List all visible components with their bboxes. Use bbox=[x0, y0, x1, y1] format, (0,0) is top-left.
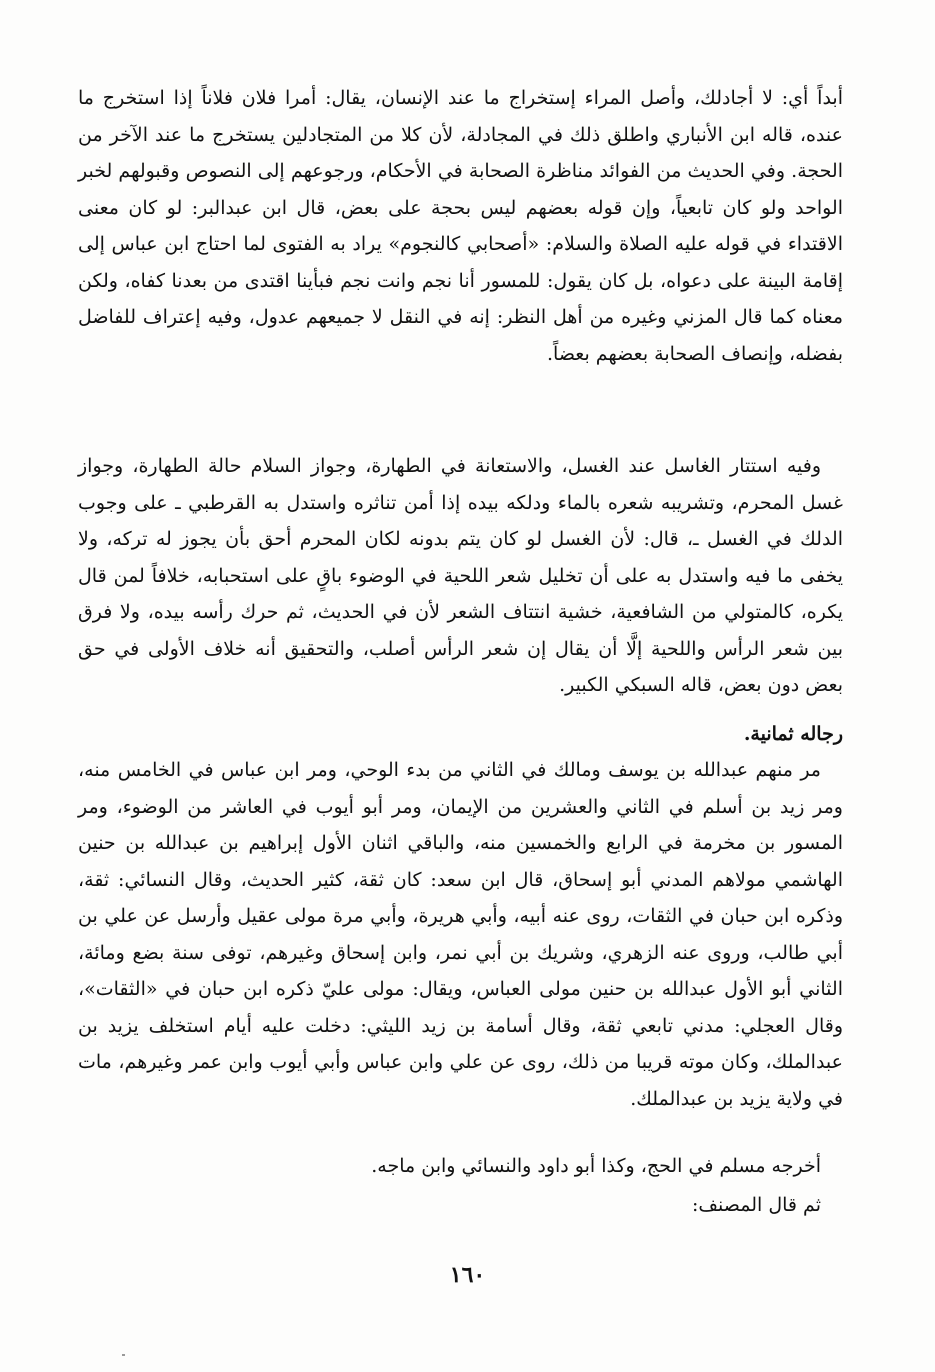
scan-speck bbox=[122, 1354, 125, 1356]
page-number: ١٦٠ bbox=[449, 1262, 486, 1288]
paragraph-benefits-ghusl: وفيه استتار الغاسل عند الغسل، والاستعانة في الطهارة، وجواز السلام حالة الطهارة، وجواز غسل المحرم، وتشريبه شعره بالماء ودلكه بيده إذا أمن تناثره واستدل به القرطبي ـ على وجوب الدلك في الغسل ـ، قال: لأن الغسل لو كان يتم بدونه لكان المحرم أحق بأن يجوز له تركه، ولا يخفى ما فيه واستدل به على أن تخليل شعر اللحية في الوضوء باقٍ على استحبابه، خلافاً لمن قال يكره، كالمتولي من الشافعية، خشية انتتاف الشعر لأن في الحديث، ثم حرك رأسه بيده، ولا فرق بين شعر الرأس واللحية إلَّا أن يقال إن شعر الرأس أصلب، والتحقيق أنه خلاف الأولى في حق بعض دون بعض، قاله السبكي الكبير. bbox=[78, 455, 843, 696]
paragraph-commentary-mira: أبداً أي: لا أجادلك، وأصل المراء إستخراج ما عند الإنسان، يقال: أمرا فلان فلاناً إذا استخرج ما عنده، قاله ابن الأنباري واطلق ذلك في المجادلة، لأن كلا من المتجادلين يستخرج ما عند الآخر من الحجة. وفي الحديث من الفوائد مناظرة الصحابة في الأحكام، ورجوعهم إلى النصوص وقبولهم لخبر الواحد ولو كان تابعياً، وإن قوله بعضهم ليس بحجة على بعض، قال ابن عبدالبر: لو كان معنى الاقتداء في قوله عليه الصلاة والسلام: «أصحابي كالنجوم» يراد به الفتوى لما احتاج ابن عباس إلى إقامة البينة على دعواه، بل كان يقول: للمسور أنا نجم وانت نجم فبأينا اقتدى من بعدنا كفاه، ولكن معناه كما قال المزني وغيره من أهل النظر: إنه في النقل لا جميعهم عدول، وفيه إعتراف للفاضل بفضله، وإنصاف الصحابة بعضهم بعضاً. bbox=[78, 87, 843, 365]
section-heading-narrators: رجاله ثمانية. bbox=[743, 723, 843, 745]
paragraph-takhrij: أخرجه مسلم في الحج، وكذا أبو داود والنسائي وابن ماجه. bbox=[371, 1155, 821, 1177]
paragraph-author-says: ثم قال المصنف: bbox=[691, 1194, 821, 1216]
paragraph-narrators: مر منهم عبدالله بن يوسف ومالك في الثاني من بدء الوحي، ومر ابن عباس في الخامس منه، ومر زيد بن أسلم في الثاني والعشرين من الإيمان، ومر أبو أيوب في العاشر من الوضوء، ومر المسور بن مخرمة في الرابع والخمسين منه، والباقي اثنان الأول إبراهيم بن عبدالله بن حنين الهاشمي مولاهم المدني أبو إسحاق، قال ابن سعد: كان ثقة، كثير الحديث، وقال النسائي: ثقة، وذكره ابن حبان في الثقات، روى عنه أبيه، وأبي هريرة، وأبي مرة مولى عقيل وأرسل عن علي بن أبي طالب، وروى عنه الزهري، وشريك بن أبي نمر، وابن إسحاق وغيرهم، توفى سنة بضع ومائة، الثاني أبو الأول عبدالله بن حنين مولى العباس، ويقال: مولى عليّ ذكره ابن حبان في «الثقات»، وقال العجلي: مدني تابعي ثقة، وقال أسامة بن زيد الليثي: دخلت عليه أيام استخلف يزيد بن عبدالملك، وكان موته قريبا من ذلك، روى عن علي وابن عباس وأبي أيوب وابن عمر وغيرهم، مات في ولاية يزيد بن عبدالملك. bbox=[78, 759, 843, 1110]
